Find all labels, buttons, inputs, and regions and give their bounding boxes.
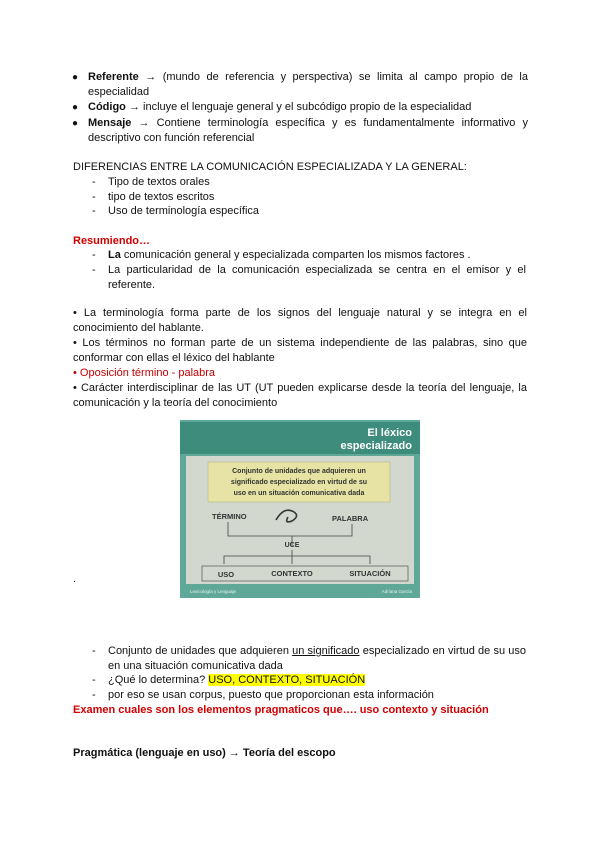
bullet-dot: ● [72,118,79,129]
slide-footer-right: Adriana García [381,589,412,594]
bullet-dot: ● [72,102,79,113]
stray-dot: . [73,573,77,585]
slide-title-line1: El léxico [367,427,412,439]
diferencias-item: - Uso de terminología específica [92,205,260,217]
point-terminos: • Los términos no forman parte de un sistema independiente de las palabras, sino que conformar con ellas el léxico del hablante [73,337,527,364]
slide-uso: USO [217,570,235,579]
point-oposicion: • Oposición término - palabra [73,367,216,379]
resumiendo-item: - La comunicación general y especializada comparten los mismos factores . [92,249,471,261]
highlight-uso-contexto-situacion: USO, CONTEXTO, SITUACIÓN [208,674,366,686]
diferencias-heading: DIFERENCIAS ENTRE LA COMUNICACIÓN ESPECIALIZADA Y LA GENERAL: [73,161,467,173]
term-codigo: Código [88,101,126,113]
resumiendo-item: - La particularidad de la comunicación especializada se centra en el emisor y el referente. [92,264,526,291]
diferencias-item: - tipo de textos escritos [92,191,215,203]
slide-box-line3: uso en un situación comunicativa dada [233,490,365,497]
slide-termino: TÉRMINO [212,512,247,521]
slide-situacion: SITUACIÓN [349,569,391,578]
bottom-item-determina: - ¿Qué lo determina? USO, CONTEXTO, SITUACIÓN [92,674,366,686]
slide-uce: UCE [284,542,300,549]
bottom-item-corpus: - por eso se usan corpus, puesto que proporcionan esta información [92,689,434,701]
text-codigo: → incluye el lenguaje general y el subcódigo propio de la especialidad [128,101,472,113]
bullet-codigo [72,100,528,115]
text-mensaje: → Contiene terminología específica y es fundamentalmente informativo y descriptivo con función referencial [88,117,528,144]
examen-note: Examen cuales son los elementos pragmaticos que…. uso contexto y situación [73,704,489,716]
point-caracter: • Carácter interdisciplinar de las UT (UT pueden explicarse desde la teoría del lenguaje, la comunicación y la teoría del conocimiento [73,382,527,409]
bullet-dot: ● [72,72,79,83]
term-referente: Referente [88,71,139,83]
point-terminologia: • La terminología forma parte de los signos del lenguaje natural y se integra en el conocimiento del hablante. [73,307,527,334]
text-referente: → (mundo de referencia y perspectiva) se limita al campo propio de la especialidad [88,71,528,98]
bottom-item-conjunto: - Conjunto de unidades que adquieren un significado especializado en virtud de su uso en una situación comunicativa dada [92,645,527,672]
resumiendo-heading: Resumiendo… [73,235,151,247]
pragmatica-heading: Pragmática (lenguaje en uso) → Teoría del escopo [73,747,336,759]
diferencias-item: - Tipo de textos orales [92,176,210,188]
slide-title-line2: especializado [340,440,412,452]
slide-image-lexico-especializado [180,420,420,598]
term-mensaje: Mensaje [88,117,132,129]
slide-footer-left: Lexicología y Lenguaje [190,589,237,594]
bullet-mensaje [72,116,528,146]
bullet-referente [72,70,528,100]
slide-contexto: CONTEXTO [271,569,313,578]
slide-palabra: PALABRA [332,514,369,523]
slide-box-line1: Conjunto de unidades que adquieren un [232,468,366,475]
slide-box-line2: significado especializado en virtud de su [230,479,368,486]
